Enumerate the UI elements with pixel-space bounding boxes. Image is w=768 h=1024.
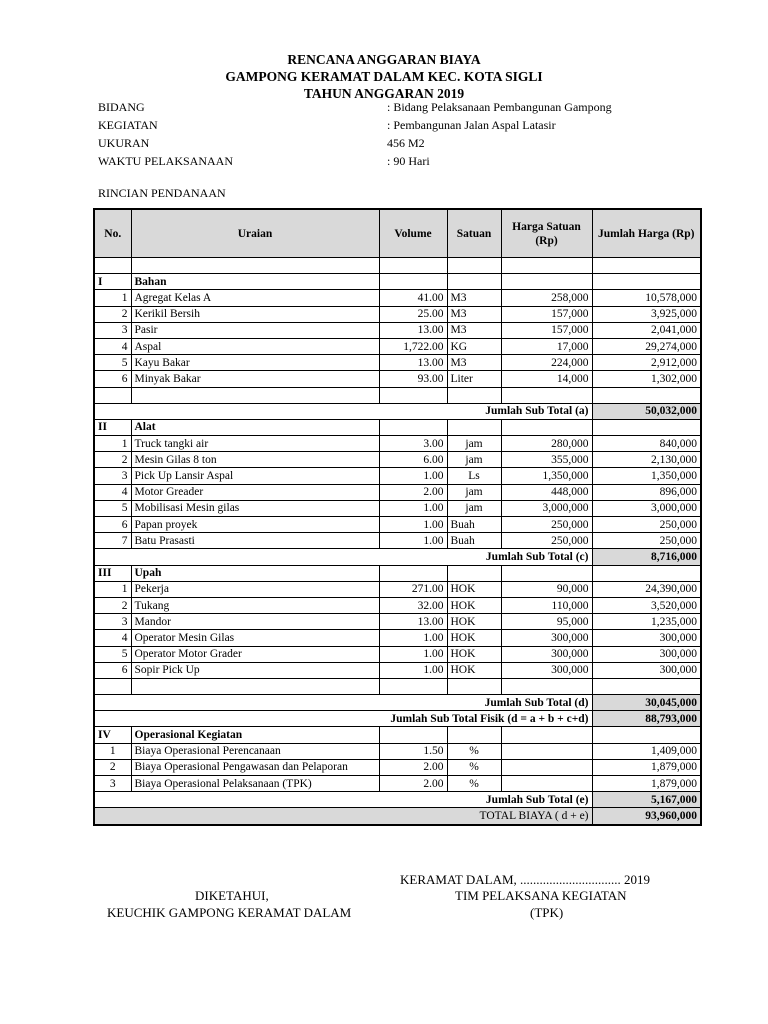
item-jumlah: 2,041,000 (592, 322, 701, 338)
item-jumlah: 2,130,000 (592, 452, 701, 468)
blank-cell (592, 387, 701, 403)
item-no: 2 (94, 759, 131, 775)
blank-cell (379, 258, 447, 274)
item-volume: 25.00 (379, 306, 447, 322)
item-no: 6 (94, 662, 131, 678)
item-satuan: HOK (447, 581, 501, 597)
item-uraian: Pick Up Lansir Aspal (131, 468, 379, 484)
item-jumlah: 2,912,000 (592, 355, 701, 371)
item-jumlah: 250,000 (592, 533, 701, 549)
item-harga: 250,000 (501, 517, 592, 533)
blank-cell (501, 274, 592, 290)
item-satuan: KG (447, 338, 501, 354)
doc-title-line2: GAMPONG KERAMAT DALAM KEC. KOTA SIGLI (225, 69, 543, 84)
bidang-label: BIDANG (98, 100, 145, 114)
item-jumlah: 3,925,000 (592, 306, 701, 322)
doc-title-line1: RENCANA ANGGARAN BIAYA (287, 52, 481, 67)
blank-cell (501, 419, 592, 435)
blank-cell (94, 678, 131, 694)
item-jumlah: 1,879,000 (592, 759, 701, 775)
item-no: 1 (94, 743, 131, 759)
item-uraian: Mesin Gilas 8 ton (131, 452, 379, 468)
table-row (94, 468, 701, 484)
item-satuan: M3 (447, 355, 501, 371)
item-satuan: HOK (447, 662, 501, 678)
item-jumlah: 3,000,000 (592, 500, 701, 516)
signature-place-date: KERAMAT DALAM, ............................... 2019 (400, 872, 651, 887)
table-row (94, 290, 701, 306)
item-uraian: Operator Mesin Gilas (131, 630, 379, 646)
item-uraian: Batu Prasasti (131, 533, 379, 549)
item-harga: 95,000 (501, 614, 592, 630)
table-row (94, 517, 701, 533)
signature-left-line1: DIKETAHUI, (195, 888, 269, 903)
table-row (94, 646, 701, 662)
blank-cell (447, 274, 501, 290)
item-volume: 1,722.00 (379, 338, 447, 354)
item-jumlah: 1,879,000 (592, 776, 701, 792)
rincian-label: RINCIAN PENDANAAN (98, 186, 226, 200)
item-satuan: HOK (447, 597, 501, 613)
item-harga: 3,000,000 (501, 500, 592, 516)
col-no: No. (94, 209, 131, 258)
item-no: 4 (94, 484, 131, 500)
subtotal-label: Jumlah Sub Total (a) (94, 403, 592, 419)
col-satuan: Satuan (447, 209, 501, 258)
subtotal-value: 8,716,000 (592, 549, 701, 565)
table-row (94, 776, 701, 792)
item-volume: 2.00 (379, 776, 447, 792)
item-harga (501, 743, 592, 759)
table-row (94, 597, 701, 613)
rincian-heading (98, 184, 698, 202)
item-uraian: Operator Motor Grader (131, 646, 379, 662)
section-header-row (94, 727, 701, 743)
item-no: 3 (94, 468, 131, 484)
bidang-value: : Bidang Pelaksanaan Pembangunan Gampong (387, 100, 612, 114)
subtotal-value: 88,793,000 (592, 711, 701, 727)
item-satuan: M3 (447, 322, 501, 338)
table-row (94, 371, 701, 387)
item-volume: 1.00 (379, 533, 447, 549)
item-harga: 224,000 (501, 355, 592, 371)
item-uraian: Biaya Operasional Pengawasan dan Pelaporan (131, 759, 379, 775)
subtotal-row (94, 792, 701, 808)
item-uraian: Papan proyek (131, 517, 379, 533)
table-row (94, 322, 701, 338)
blank-cell (592, 258, 701, 274)
item-satuan: HOK (447, 646, 501, 662)
table-row (94, 662, 701, 678)
table-row (94, 484, 701, 500)
item-volume: 271.00 (379, 581, 447, 597)
item-jumlah: 1,350,000 (592, 468, 701, 484)
info-bidang (98, 98, 698, 116)
blank-cell (447, 678, 501, 694)
item-harga: 250,000 (501, 533, 592, 549)
item-harga: 157,000 (501, 306, 592, 322)
item-harga: 280,000 (501, 436, 592, 452)
blank-cell (447, 727, 501, 743)
total-row (94, 808, 701, 825)
item-no: 1 (94, 290, 131, 306)
item-volume: 13.00 (379, 614, 447, 630)
blank-cell (501, 678, 592, 694)
subtotal-row (94, 695, 701, 711)
item-volume: 1.50 (379, 743, 447, 759)
table-body (94, 258, 701, 825)
blank-cell (592, 419, 701, 435)
item-no: 5 (94, 646, 131, 662)
item-volume: 93.00 (379, 371, 447, 387)
item-satuan: Ls (447, 468, 501, 484)
item-harga: 300,000 (501, 646, 592, 662)
blank-cell (131, 258, 379, 274)
item-harga (501, 776, 592, 792)
item-volume: 6.00 (379, 452, 447, 468)
item-volume: 1.00 (379, 646, 447, 662)
item-jumlah: 1,302,000 (592, 371, 701, 387)
item-satuan: M3 (447, 306, 501, 322)
section-title: Bahan (131, 274, 379, 290)
item-satuan: jam (447, 484, 501, 500)
item-harga: 300,000 (501, 630, 592, 646)
item-satuan: jam (447, 452, 501, 468)
item-satuan: Liter (447, 371, 501, 387)
item-uraian: Pekerja (131, 581, 379, 597)
blank-cell (379, 727, 447, 743)
section-number: II (94, 419, 131, 435)
budget-table (93, 208, 702, 826)
subtotal-row (94, 403, 701, 419)
doc-title-line3: TAHUN ANGGARAN 2019 (303, 86, 465, 101)
table-row (94, 614, 701, 630)
item-satuan: Buah (447, 533, 501, 549)
col-jumlah-harga: Jumlah Harga (Rp) (592, 209, 701, 258)
blank-cell (501, 387, 592, 403)
blank-row (94, 678, 701, 694)
item-jumlah: 250,000 (592, 517, 701, 533)
col-uraian: Uraian (131, 209, 379, 258)
item-harga: 355,000 (501, 452, 592, 468)
item-uraian: Agregat Kelas A (131, 290, 379, 306)
waktu-value: : 90 Hari (387, 154, 430, 168)
info-kegiatan (98, 116, 698, 134)
ukuran-label: UKURAN (98, 136, 150, 150)
subtotal-row (94, 711, 701, 727)
item-satuan: % (447, 743, 501, 759)
item-harga: 1,350,000 (501, 468, 592, 484)
item-no: 5 (94, 500, 131, 516)
item-no: 6 (94, 517, 131, 533)
blank-cell (592, 727, 701, 743)
item-volume: 2.00 (379, 759, 447, 775)
item-uraian: Truck tangki air (131, 436, 379, 452)
item-no: 1 (94, 436, 131, 452)
blank-row (94, 387, 701, 403)
item-uraian: Mobilisasi Mesin gilas (131, 500, 379, 516)
item-jumlah: 300,000 (592, 646, 701, 662)
signature-right-line2: (TPK) (530, 905, 564, 920)
item-no: 2 (94, 452, 131, 468)
item-harga: 258,000 (501, 290, 592, 306)
item-harga: 300,000 (501, 662, 592, 678)
subtotal-label: Jumlah Sub Total Fisik (d = a + b + c+d) (94, 711, 592, 727)
item-volume: 2.00 (379, 484, 447, 500)
item-uraian: Kayu Bakar (131, 355, 379, 371)
table-row (94, 436, 701, 452)
item-satuan: HOK (447, 614, 501, 630)
item-satuan: % (447, 776, 501, 792)
total-value: 93,960,000 (592, 808, 701, 825)
subtotal-label: Jumlah Sub Total (d) (94, 695, 592, 711)
item-harga (501, 759, 592, 775)
item-satuan: M3 (447, 290, 501, 306)
item-jumlah: 10,578,000 (592, 290, 701, 306)
item-harga: 90,000 (501, 581, 592, 597)
item-no: 6 (94, 371, 131, 387)
blank-cell (379, 387, 447, 403)
subtotal-value: 30,045,000 (592, 695, 701, 711)
item-harga: 110,000 (501, 597, 592, 613)
blank-cell (501, 258, 592, 274)
section-header-row (94, 565, 701, 581)
section-title: Operasional Kegiatan (131, 727, 379, 743)
item-volume: 13.00 (379, 322, 447, 338)
item-jumlah: 840,000 (592, 436, 701, 452)
item-no: 7 (94, 533, 131, 549)
col-volume: Volume (379, 209, 447, 258)
table-row (94, 630, 701, 646)
item-uraian: Tukang (131, 597, 379, 613)
item-no: 4 (94, 338, 131, 354)
item-uraian: Biaya Operasional Pelaksanaan (TPK) (131, 776, 379, 792)
section-header-row (94, 274, 701, 290)
item-volume: 1.00 (379, 630, 447, 646)
item-uraian: Motor Greader (131, 484, 379, 500)
blank-cell (501, 565, 592, 581)
blank-cell (379, 678, 447, 694)
ukuran-value: 456 M2 (387, 136, 425, 150)
item-volume: 41.00 (379, 290, 447, 306)
item-harga: 17,000 (501, 338, 592, 354)
item-uraian: Kerikil Bersih (131, 306, 379, 322)
item-volume: 13.00 (379, 355, 447, 371)
item-volume: 1.00 (379, 662, 447, 678)
blank-cell (379, 419, 447, 435)
item-jumlah: 24,390,000 (592, 581, 701, 597)
blank-row (94, 258, 701, 274)
section-number: I (94, 274, 131, 290)
item-volume: 1.00 (379, 500, 447, 516)
item-no: 3 (94, 614, 131, 630)
item-volume: 3.00 (379, 436, 447, 452)
item-satuan: Buah (447, 517, 501, 533)
table-row (94, 452, 701, 468)
section-title: Upah (131, 565, 379, 581)
blank-cell (592, 274, 701, 290)
item-jumlah: 300,000 (592, 662, 701, 678)
section-number: IV (94, 727, 131, 743)
kegiatan-value: : Pembangunan Jalan Aspal Latasir (387, 118, 556, 132)
blank-cell (501, 727, 592, 743)
item-jumlah: 1,409,000 (592, 743, 701, 759)
item-satuan: jam (447, 500, 501, 516)
subtotal-label: Jumlah Sub Total (c) (94, 549, 592, 565)
item-jumlah: 300,000 (592, 630, 701, 646)
table-row (94, 533, 701, 549)
blank-cell (379, 274, 447, 290)
subtotal-value: 5,167,000 (592, 792, 701, 808)
waktu-label: WAKTU PELAKSANAAN (98, 154, 233, 168)
table-row (94, 581, 701, 597)
signature-right-line1: TIM PELAKSANA KEGIATAN (455, 888, 627, 903)
item-volume: 1.00 (379, 468, 447, 484)
item-uraian: Aspal (131, 338, 379, 354)
blank-cell (131, 678, 379, 694)
section-header-row (94, 419, 701, 435)
item-satuan: % (447, 759, 501, 775)
item-no: 4 (94, 630, 131, 646)
item-jumlah: 896,000 (592, 484, 701, 500)
item-harga: 14,000 (501, 371, 592, 387)
table-row (94, 759, 701, 775)
info-waktu (98, 152, 698, 170)
item-volume: 32.00 (379, 597, 447, 613)
blank-cell (94, 387, 131, 403)
item-satuan: HOK (447, 630, 501, 646)
table-header-row (94, 209, 701, 258)
total-label: TOTAL BIAYA ( d + e) (94, 808, 592, 825)
item-no: 1 (94, 581, 131, 597)
item-uraian: Biaya Operasional Perencanaan (131, 743, 379, 759)
blank-cell (447, 387, 501, 403)
table-row (94, 500, 701, 516)
item-uraian: Sopir Pick Up (131, 662, 379, 678)
signature-left-line2: KEUCHIK GAMPONG KERAMAT DALAM (107, 905, 352, 920)
blank-cell (447, 419, 501, 435)
subtotal-value: 50,032,000 (592, 403, 701, 419)
subtotal-label: Jumlah Sub Total (e) (94, 792, 592, 808)
blank-cell (94, 258, 131, 274)
item-uraian: Pasir (131, 322, 379, 338)
item-no: 3 (94, 322, 131, 338)
item-no: 5 (94, 355, 131, 371)
blank-cell (379, 565, 447, 581)
item-no: 3 (94, 776, 131, 792)
col-harga-satuan: Harga Satuan (Rp) (501, 209, 592, 258)
section-number: III (94, 565, 131, 581)
table-row (94, 355, 701, 371)
blank-cell (131, 387, 379, 403)
item-volume: 1.00 (379, 517, 447, 533)
blank-cell (447, 258, 501, 274)
blank-cell (592, 678, 701, 694)
item-uraian: Minyak Bakar (131, 371, 379, 387)
info-ukuran (98, 134, 698, 152)
table-row (94, 743, 701, 759)
kegiatan-label: KEGIATAN (98, 118, 158, 132)
item-jumlah: 3,520,000 (592, 597, 701, 613)
item-uraian: Mandor (131, 614, 379, 630)
section-title: Alat (131, 419, 379, 435)
blank-cell (592, 565, 701, 581)
subtotal-row (94, 549, 701, 565)
table-row (94, 338, 701, 354)
info-block (98, 98, 698, 202)
item-satuan: jam (447, 436, 501, 452)
item-no: 2 (94, 597, 131, 613)
table-row (94, 306, 701, 322)
item-harga: 448,000 (501, 484, 592, 500)
item-no: 2 (94, 306, 131, 322)
item-harga: 157,000 (501, 322, 592, 338)
blank-cell (447, 565, 501, 581)
item-jumlah: 1,235,000 (592, 614, 701, 630)
item-jumlah: 29,274,000 (592, 338, 701, 354)
